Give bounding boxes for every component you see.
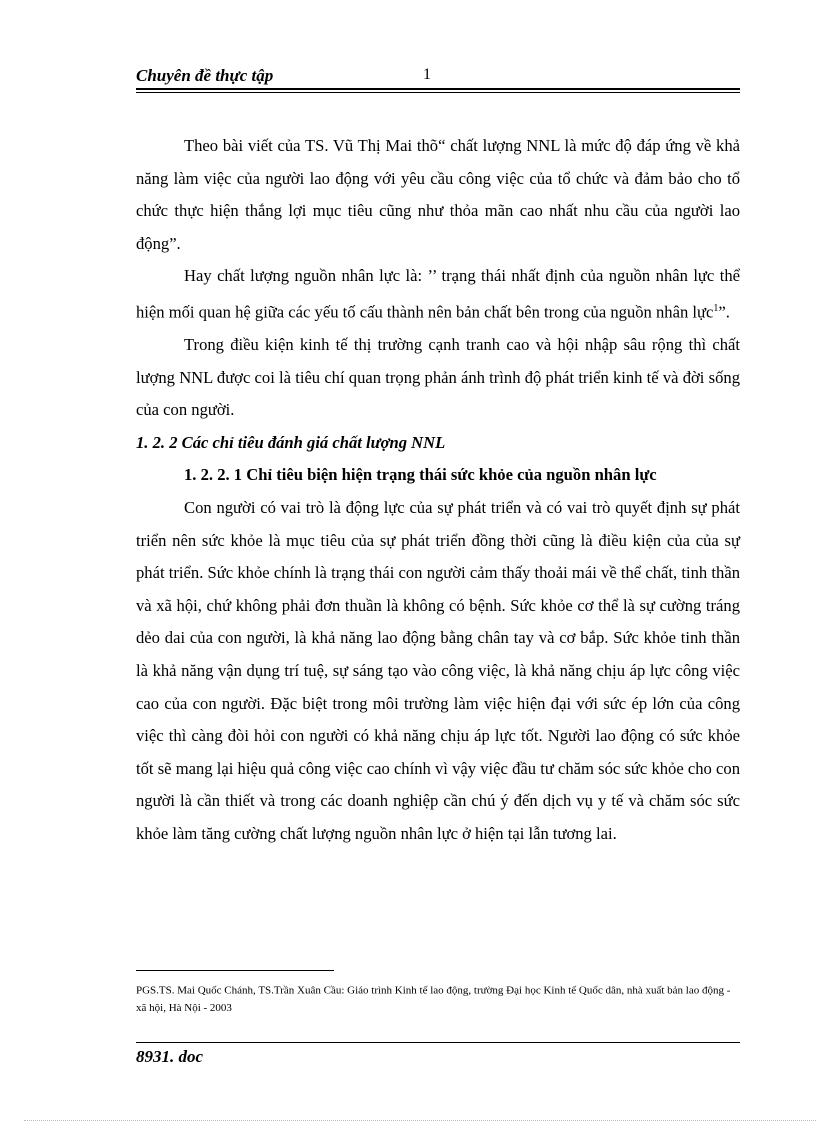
footnote-separator: [136, 970, 334, 971]
paragraph-2-end: ”.: [718, 302, 730, 322]
paragraph-2-text: Hay chất lượng nguồn nhân lực là: ’’ trạng thái nhất định của nguồn nhân lực thể hiện mối quan hệ giữa các yếu tố cấu thành nên bản chất bên trong của nguồn nhân lực: [136, 266, 740, 322]
subsection-heading-1-2-2-1: 1. 2. 2. 1 Chỉ tiêu biện hiện trạng thái sức khỏe của nguồn nhân lực: [184, 465, 657, 485]
footnote: [136, 978, 740, 1017]
paragraph-1: Theo bài viết của TS. Vũ Thị Mai thõ“ chất lượng NNL là mức độ đáp ứng về khả năng làm việc của người lao động với yêu cầu công việc của tổ chức và đảm bảo cho tổ chức thực hiện thắng lợi mục tiêu cũng như thỏa mãn cao nhất nhu cầu của người lao động”.: [136, 136, 740, 253]
footer-rule: [136, 1042, 740, 1043]
section-heading-1-2-2: 1. 2. 2 Các chỉ tiêu đánh giá chất lượng NNL: [136, 432, 446, 452]
footnote-text: PGS.TS. Mai Quốc Chánh, TS.Trần Xuân Cầu: Giáo trình Kinh tế lao động, trường Đại học Kinh tế Quốc dân, nhà xuất bản lao động - xã hội, Hà Nội - 2003: [136, 984, 731, 1014]
header-rule: [136, 88, 740, 93]
footnote-reference[interactable]: 1: [713, 302, 719, 314]
paragraph-4: Con người có vai trò là động lực của sự phát triển và có vai trò quyết định sự phát triển nên sức khỏe là mục tiêu của sự phát triển đồng thời cũng là điều kiện của của sự phát triển. Sức khỏe chính là trạng thái con người cảm thấy thoải mái về thể chất, tinh thần và xã hội, chứ không phải đơn thuần là không có bệnh. Sức khỏe cơ thể là sự cường tráng dẻo dai của con người, là khả năng lao động bằng chân tay và cơ bắp. Sức khỏe tinh thần là khả năng vận dụng trí tuệ, sự sáng tạo vào công việc, là khả năng chịu áp lực công việc cao của con người. Đặc biệt trong môi trường làm việc hiện đại với sức ép lớn của công việc thì càng đòi hỏi con người có khả năng chịu áp lực tốt. Người lao động có sức khỏe tốt sẽ mang lại hiệu quả công việc cao chính vì vậy việc đầu tư chăm sóc sức khỏe cho con người là cần thiết và trong các doanh nghiệp cần chú ý đến dịch vụ y tế và chăm sóc sức khỏe làm tăng cường chất lượng nguồn nhân lực ở hiện tại lẫn tương lai.: [136, 498, 740, 843]
footer-filename: 8931. doc: [136, 1047, 204, 1066]
page-edge: [24, 1120, 816, 1121]
page-number: 1: [423, 66, 431, 83]
paragraph-3: Trong điều kiện kinh tế thị trường cạnh tranh cao và hội nhập sâu rộng thì chất lượng NNL được coi là tiêu chí quan trọng phản ánh trình độ phát triển kinh tế và đời sống của con người.: [136, 335, 740, 420]
page-header: [136, 62, 740, 88]
document-body: [136, 130, 740, 851]
paragraph-2: [136, 260, 740, 329]
header-title: Chuyên đề thực tập: [136, 66, 274, 85]
